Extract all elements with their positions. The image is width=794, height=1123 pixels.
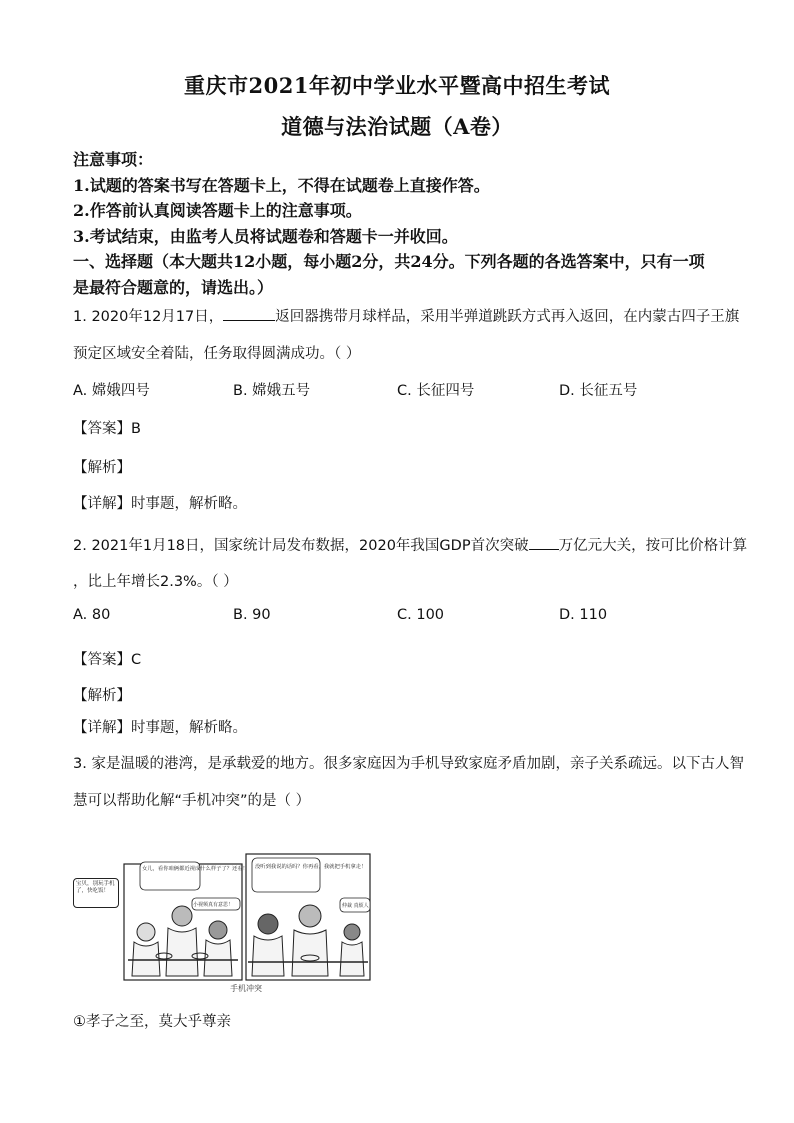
q2-answer: 【答案】C bbox=[73, 652, 142, 668]
bubble-text: 没听到我说的话吗？你再看，我就把手机拿走！ bbox=[255, 864, 367, 870]
q1-answer: 【答案】B bbox=[73, 421, 141, 437]
question-1-stem-cont: 预定区域安全着陆，任务取得圆满成功。（ ） bbox=[73, 346, 361, 362]
q1-option-b: B. 嫦娥五号 bbox=[233, 383, 311, 399]
q1-detail: 【详解】时事题，解析略。 bbox=[73, 496, 247, 512]
q2-option-c: C. 100 bbox=[397, 607, 445, 623]
question-2-stem-cont: ，比上年增长2.3%。（ ） bbox=[73, 574, 238, 590]
bubble-text: 宝贝，别玩手机了，快吃饭！ bbox=[76, 881, 115, 894]
fill-blank bbox=[223, 306, 275, 321]
bubble-text: 小视频真有意思！ bbox=[193, 902, 234, 908]
q2-option-b: B. 90 bbox=[233, 607, 271, 623]
q2-option-a: A. 80 bbox=[73, 607, 111, 623]
q1-option-c: C. 长征四号 bbox=[397, 383, 475, 399]
q1-analysis-label: 【解析】 bbox=[73, 460, 131, 476]
section-instructions: 一、选择题（本大题共12小题，每小题2分，共24分。下列各题的各选答案中，只有一项 bbox=[73, 252, 705, 271]
question-3-stem-cont: 慧可以帮助化解“手机冲突”的是（ ） bbox=[73, 793, 311, 809]
bubble-text: 女儿，看你咱俩都近视成什么样子了？还看！ bbox=[142, 866, 248, 872]
comic-caption: 手机冲突 bbox=[230, 984, 262, 993]
question-3-stem: 3. 家是温暖的港湾，是承载爱的地方。很多家庭因为手机导致家庭矛盾加剧，亲子关系疏远。以下古人智 bbox=[73, 756, 744, 772]
q2-detail: 【详解】时事题，解析略。 bbox=[73, 720, 247, 736]
q3-option-1: ①孝子之至，莫大乎尊亲 bbox=[73, 1014, 231, 1030]
notes-heading: 注意事项： bbox=[73, 150, 154, 169]
q1-option-d: D. 长征五号 bbox=[559, 383, 638, 399]
notes-section bbox=[73, 147, 723, 300]
fill-blank bbox=[529, 535, 559, 550]
phone-conflict-comic bbox=[122, 850, 372, 992]
section-instructions-cont: 是最符合题意的，请选出。） bbox=[73, 277, 274, 297]
question-2-stem: 2. 2021年1月18日，国家统计局发布数据，2020年我国GDP首次突破 万亿元大关，按可比价格计算 bbox=[73, 534, 747, 555]
q2-analysis-label: 【解析】 bbox=[73, 688, 131, 704]
note-item: 2.作答前认真阅读答题卡上的注意事项。 bbox=[73, 201, 362, 220]
bubble-text: 仲裁 真烦人 bbox=[342, 903, 369, 909]
q1-option-a: A. 嫦娥四号 bbox=[73, 383, 150, 399]
note-item: 1.试题的答案书写在答题卡上，不得在试题卷上直接作答。 bbox=[73, 175, 490, 195]
note-item: 3.考试结束，由监考人员将试题卷和答题卡一并收回。 bbox=[73, 226, 458, 246]
speech-bubble bbox=[73, 878, 119, 908]
exam-subtitle: 道德与法治试题（A卷） bbox=[281, 114, 513, 139]
question-1-stem: 1. 2020年12月17日， 返回器携带月球样品，采用半弹道跳跃方式再入返回，在内蒙古四子王旗 bbox=[73, 305, 739, 326]
exam-title: 重庆市2021年初中学业水平暨高中招生考试 bbox=[184, 73, 610, 98]
q2-option-d: D. 110 bbox=[559, 607, 608, 623]
